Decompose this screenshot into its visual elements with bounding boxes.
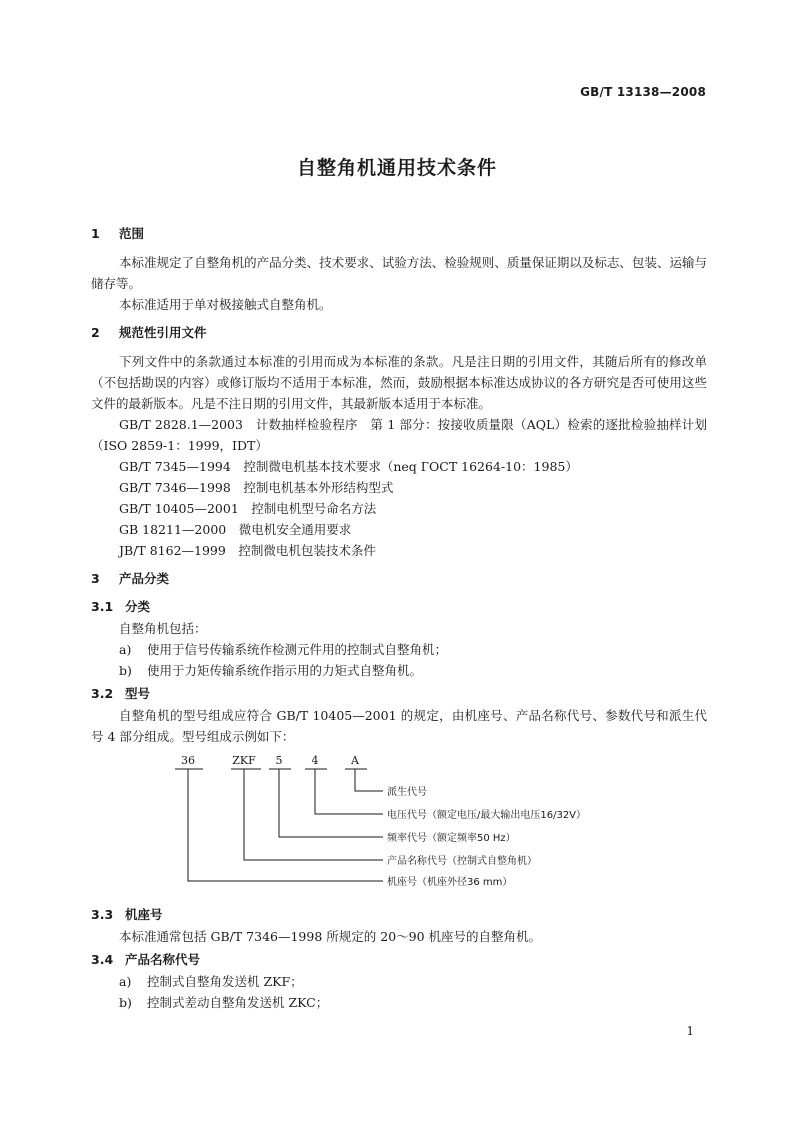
leader-frequency <box>279 769 383 837</box>
reference-item: GB 18211—2000 微电机安全通用要求 <box>119 522 352 537</box>
list-item <box>91 639 707 660</box>
reference-item: GB/T 2828.1—2003 计数抽样检验程序 第 1 部分：按接收质量限（AQL）检索的逐批检验抽样计划（ISO 2859-1：1999，IDT） <box>91 417 707 453</box>
standard-code: GB/T 13138—2008 <box>580 85 706 99</box>
section-3-heading <box>91 569 707 589</box>
paragraph: 本标准规定了自整角机的产品分类、技术要求、试验方法、检验规则、质量保证期以及标志、包装、运输与储存等。 <box>91 255 707 291</box>
code-product-name: ZKF <box>232 754 256 767</box>
subsection-number: 3.3 <box>91 907 114 922</box>
list-item <box>91 971 707 992</box>
subsection-title: 分类 <box>125 599 151 614</box>
subsection-number: 3.4 <box>91 952 114 967</box>
subsection-3-2-heading <box>91 684 707 704</box>
list-label: a) <box>119 642 132 657</box>
section-title: 产品分类 <box>119 571 170 586</box>
section-number: 1 <box>91 226 100 241</box>
subsection-title: 机座号 <box>125 907 163 922</box>
list-item <box>91 660 707 681</box>
paragraph: 本标准适用于单对极接触式自整角机。 <box>119 297 332 312</box>
label-product-name: 产品名称代号（控制式自整角机） <box>387 856 537 867</box>
page-number: 1 <box>686 1024 694 1038</box>
label-voltage: 电压代号（额定电压/最大输出电压16/32V） <box>387 810 587 821</box>
subsection-title: 型号 <box>125 686 151 701</box>
section-2-heading <box>91 323 707 343</box>
subsection-3-3-heading <box>91 905 707 925</box>
paragraph: 自整角机的型号组成应符合 GB/T 10405—2001 的规定，由机座号、产品名称代号、参数代号和派生代号 4 部分组成。型号组成示例如下： <box>91 708 707 744</box>
reference-item: GB/T 7345—1994 控制微电机基本技术要求（neq ГОСТ 16264-10：1985） <box>119 459 578 474</box>
section-title: 规范性引用文件 <box>119 325 207 340</box>
subsection-3-1-heading <box>91 597 707 617</box>
subsection-number: 3.2 <box>91 686 114 701</box>
subsection-number: 3.1 <box>91 599 114 614</box>
model-designation-diagram <box>91 751 707 901</box>
section-title: 范围 <box>119 226 145 241</box>
document-body <box>91 216 707 1013</box>
label-frequency: 频率代号（额定频率50 Hz） <box>387 833 516 844</box>
subsection-title: 产品名称代号 <box>125 952 201 967</box>
list-text: 使用于信号传输系统作检测元件用的控制式自整角机； <box>147 642 448 657</box>
section-number: 2 <box>91 325 100 340</box>
page-title: 自整角机通用技术条件 <box>296 157 497 179</box>
list-label: b) <box>119 663 132 678</box>
list-label: a) <box>119 974 132 989</box>
list-label: b) <box>119 995 132 1010</box>
subsection-3-4-heading <box>91 950 707 970</box>
section-1-heading <box>91 224 707 244</box>
code-frame-number: 36 <box>181 754 195 767</box>
leader-derivative <box>355 769 383 791</box>
code-voltage: 4 <box>311 754 319 767</box>
leader-frame-number <box>188 769 383 881</box>
list-item <box>91 992 707 1013</box>
reference-item: JB/T 8162—1999 控制微电机包装技术条件 <box>119 543 376 558</box>
paragraph: 下列文件中的条款通过本标准的引用而成为本标准的条款。凡是注日期的引用文件，其随后所有的修改单（不包括勘误的内容）或修订版均不适用于本标准，然而，鼓励根据本标准达成协议的各方研究是否可使用这些文件的最新版本。凡是不注日期的引用文件，其最新版本适用于本标准。 <box>91 354 707 411</box>
paragraph: 本标准通常包括 GB/T 7346—1998 所规定的 20～90 机座号的自整角机。 <box>119 929 542 944</box>
list-text: 使用于力矩传输系统作指示用的力矩式自整角机。 <box>147 663 423 678</box>
label-derivative: 派生代号 <box>387 787 427 798</box>
label-frame-number: 机座号（机座外径36 mm） <box>387 877 513 888</box>
code-frequency: 5 <box>275 754 283 767</box>
list-text: 控制式差动自整角发送机 ZKC； <box>147 995 329 1010</box>
section-number: 3 <box>91 571 100 586</box>
code-derivative: A <box>351 754 359 767</box>
list-text: 控制式自整角发送机 ZKF； <box>147 974 303 989</box>
reference-item: GB/T 7346—1998 控制电机基本外形结构型式 <box>119 480 394 495</box>
paragraph: 自整角机包括： <box>119 621 207 636</box>
reference-item: GB/T 10405—2001 控制电机型号命名方法 <box>119 501 377 516</box>
